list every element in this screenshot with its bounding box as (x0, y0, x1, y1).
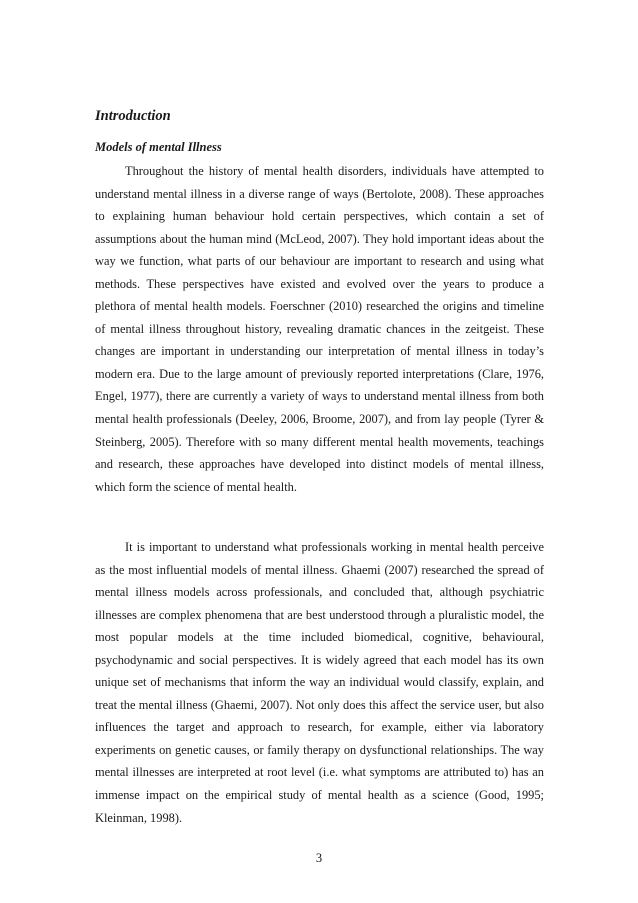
body-paragraph-1: Throughout the history of mental health disorders, individuals have attempted to understand mental illness in a diverse range of ways (Bertolote, 2008). These approaches to explaining human behaviour hold certain perspectives, which contain a set of assumptions about the human mind (McLeod, 2007). They hold important ideas about the way we function, what parts of our behaviour are important to research and using what methods. These perspectives have existed and evolved over the years to produce a plethora of mental health models. Foerschner (2010) researched the origins and timeline of mental illness throughout history, revealing dramatic chances in the zeitgeist. These changes are important in understanding our interpretation of mental illness in today’s modern era. Due to the large amount of previously reported interpretations (Clare, 1976, Engel, 1977), there are currently a variety of ways to understand mental illness from both mental health professionals (Deeley, 2006, Broome, 2007), and from lay people (Tyrer & Steinberg, 2005). Therefore with so many different mental health movements, teachings and research, these approaches have developed into distinct models of mental illness, which form the science of mental health. (95, 164, 544, 494)
section-heading: Introduction (95, 108, 171, 124)
subsection-heading: Models of mental Illness (95, 140, 222, 154)
page-number: 3 (315, 851, 323, 865)
body-paragraph-2: It is important to understand what professionals working in mental health perceive as the most influential models of mental illness. Ghaemi (2007) researched the spread of mental illness models across professionals, and concluded that, although psychiatric illnesses are complex phenomena that are best understood through a pluralistic model, the most popular models at the time included biomedical, cognitive, behavioural, psychodynamic and social perspectives. It is widely agreed that each model has its own unique set of mechanisms that inform the way an individual would classify, explain, and treat the mental illness (Ghaemi, 2007). Not only does this affect the service user, but also influences the target and approach to research, for example, either via laboratory experiments on genetic causes, or family therapy on dysfunctional relationships. The way mental illnesses are interpreted at root level (i.e. what symptoms are attributed to) has an immense impact on the empirical study of mental health as a science (Good, 1995; Kleinman, 1998). (95, 540, 544, 825)
